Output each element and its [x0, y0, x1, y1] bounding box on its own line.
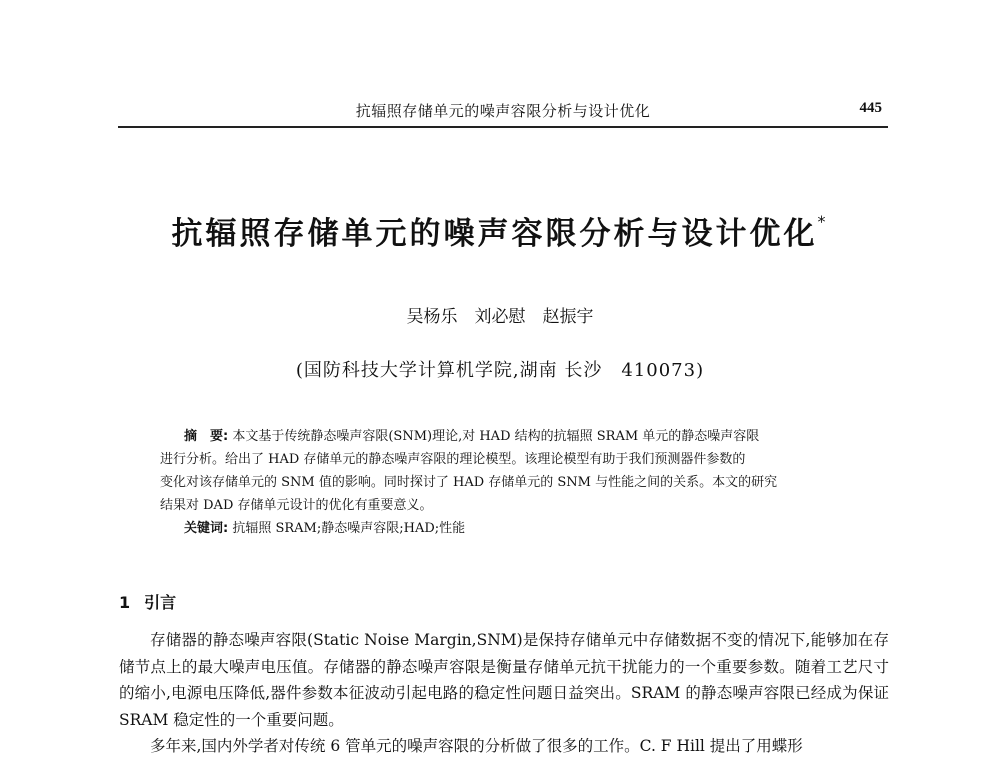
abstract-line	[160, 425, 860, 448]
running-header	[118, 96, 888, 128]
abstract-line: 进行分析。给出了 HAD 存储单元的静态噪声容限的理论模型。该理论模型有助于我们预测器件参数的	[160, 452, 746, 467]
section-body	[119, 627, 889, 760]
abstract-text: 本文基于传统静态噪声容限(SNM)理论,对 HAD 结构的抗辐照 SRAM 单元的静态噪声容限	[232, 429, 760, 444]
abstract-line: 变化对该存储单元的 SNM 值的影响。同时探讨了 HAD 存储单元的 SNM 与性能之间的关系。本文的研究	[160, 475, 778, 490]
section-number: 1	[119, 593, 131, 612]
abstract-label: 摘 要:	[184, 429, 229, 444]
affiliation: (国防科技大学计算机学院,湖南 长沙 410073)	[295, 360, 705, 381]
paper-title-text: 抗辐照存储单元的噪声容限分析与设计优化	[171, 216, 818, 252]
keywords-text: 抗辐照 SRAM;静态噪声容限;HAD;性能	[232, 521, 466, 536]
abstract	[160, 425, 860, 540]
keywords-label: 关键词:	[184, 521, 229, 536]
paper-title	[0, 208, 1000, 253]
title-footnote-mark: *	[817, 211, 829, 231]
running-title: 抗辐照存储单元的噪声容限分析与设计优化	[355, 102, 651, 120]
page-number: 445	[859, 100, 882, 116]
section-title: 引言	[144, 593, 177, 612]
body-paragraph: 多年来,国内外学者对传统 6 管单元的噪声容限的分析做了很多的工作。C. F Hill 提出了用蝶形	[150, 737, 803, 755]
authors: 吴杨乐 刘必慰 赵振宇	[406, 307, 594, 327]
abstract-line: 结果对 DAD 存储单元设计的优化有重要意义。	[160, 498, 433, 513]
section-heading	[119, 590, 176, 613]
body-paragraph: 存储器的静态噪声容限(Static Noise Margin,SNM)是保持存储单元中存储数据不变的情况下,能够加在存储节点上的最大噪声电压值。存储器的静态噪声容限是衡量存储单元抗干扰能力的一个重要参数。随着工艺尺寸的缩小,电源电压降低,器件参数本征波动引起电路的稳定性问题日益突出。SRAM 的静态噪声容限已经成为保证 SRAM 稳定性的一个重要问题。	[119, 631, 889, 729]
keywords	[160, 517, 860, 540]
